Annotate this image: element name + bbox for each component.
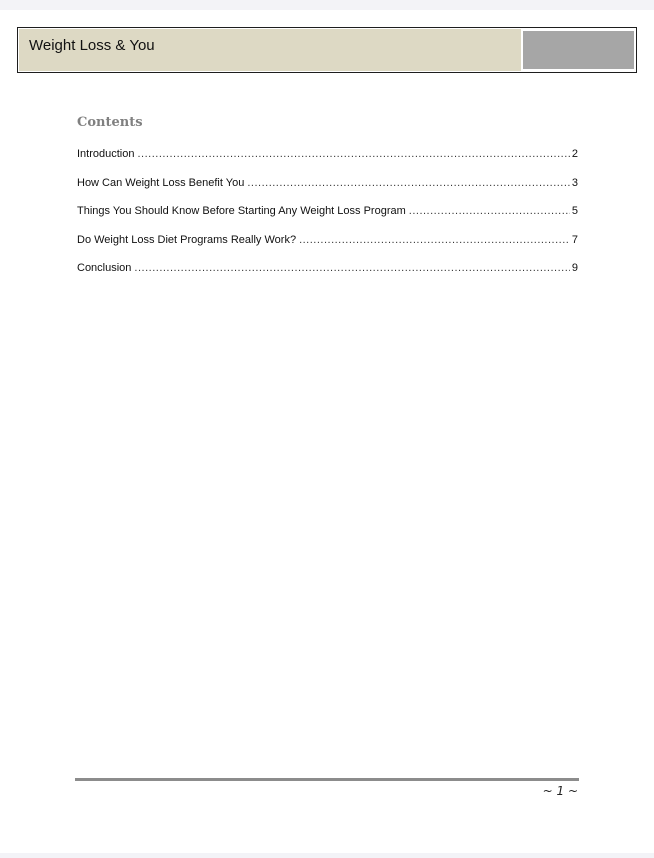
- table-of-contents: [77, 148, 578, 291]
- toc-dot-leader: [134, 262, 569, 274]
- toc-entry-label: Things You Should Know Before Starting Any Weight Loss Program: [77, 205, 406, 217]
- toc-entry-label: How Can Weight Loss Benefit You: [77, 176, 245, 189]
- header-title-panel: [19, 29, 521, 71]
- toc-entry-label: Conclusion: [77, 262, 132, 274]
- toc-dot-leader: [247, 177, 570, 189]
- footer-divider: [75, 778, 579, 781]
- document-title: Weight Loss & You: [29, 37, 155, 54]
- page-header: [17, 27, 637, 73]
- toc-entry-diet-programs[interactable]: [77, 234, 578, 263]
- toc-heading: Contents: [77, 115, 143, 130]
- toc-entry-introduction[interactable]: [77, 148, 578, 177]
- header-accent-block: [523, 31, 634, 69]
- page-number: ~ 1 ~: [542, 784, 578, 798]
- toc-entry-page: 9: [571, 262, 578, 274]
- toc-dot-leader: [409, 205, 570, 217]
- toc-entry-label: Do Weight Loss Diet Programs Really Work?: [77, 233, 297, 246]
- viewer-bottom-edge: [0, 853, 654, 858]
- viewer-top-edge: [0, 0, 654, 10]
- toc-entry-things-to-know[interactable]: [77, 205, 578, 234]
- toc-entry-conclusion[interactable]: [77, 262, 578, 291]
- toc-entry-benefits[interactable]: [77, 177, 578, 206]
- toc-dot-leader: [299, 234, 570, 246]
- toc-entry-page: 2: [571, 148, 578, 160]
- toc-entry-page: 3: [571, 176, 578, 189]
- toc-entry-page: 7: [571, 233, 578, 246]
- toc-entry-page: 5: [571, 205, 578, 217]
- toc-dot-leader: [137, 148, 569, 160]
- toc-entry-label: Introduction: [77, 148, 135, 160]
